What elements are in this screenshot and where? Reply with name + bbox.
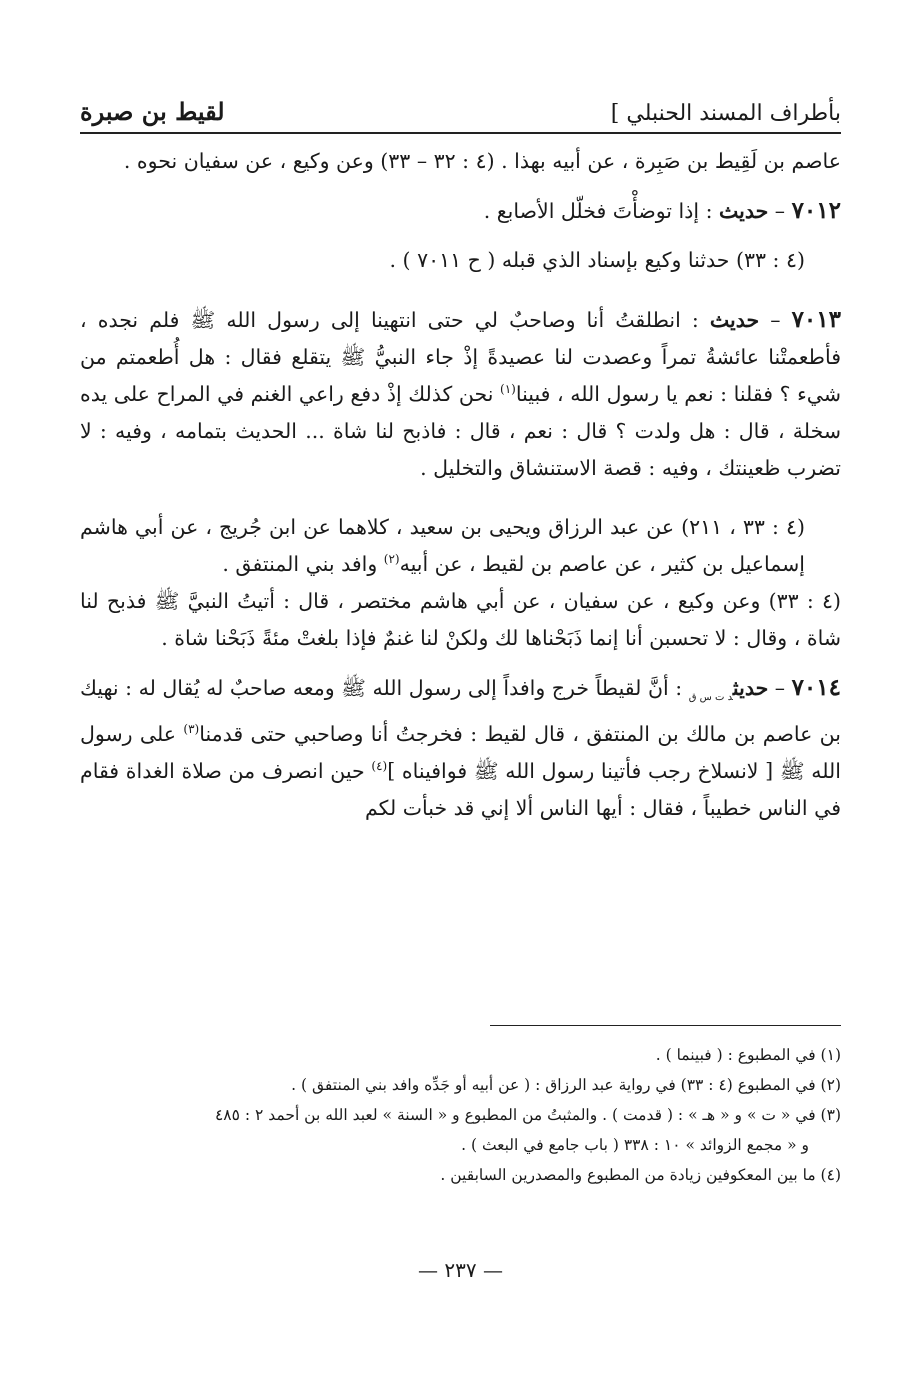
section-title: لقيط بن صبرة — [80, 97, 225, 126]
footnote-ref-3: (٣) — [183, 722, 200, 737]
hadith-text: حين انصرف من صلاة الغداة فقام في الناس خطيباً ، فقال : أيها الناس ألا إني قد خبأت لكم — [80, 759, 841, 821]
isnad-7013 — [80, 509, 841, 583]
hadith-7014 — [80, 669, 841, 827]
hadith-7013 — [80, 301, 841, 487]
book-title: بأطراف المسند الحنبلي ] — [610, 101, 841, 126]
hadith-label: حديث — [709, 308, 760, 332]
dash: – — [768, 676, 792, 700]
hadith-number: ٧٠١٣ — [791, 306, 841, 333]
isnad-7012: (٤ : ٣٣) حدثنا وكيع بإسناد الذي قبله ( ح ٧٠١١ ) . — [389, 248, 805, 272]
hadith-number: ٧٠١٤ — [791, 674, 841, 701]
hadith-text: على رسول الله ﷺ [ لانسلاخ رجب فأتينا رسول الله ﷺ فوافيناه ] — [80, 722, 842, 784]
hadith-text: : أنَّ لقيطاً خرج وافداً إلى رسول الله ﷺ ومعه صاحبٌ له يُقال له : نهيك بن عاصم بن مالك بن المنتفق ، قال لقيط : فخرجتُ أنا وصاحبي حتى قدمنا — [80, 676, 841, 747]
footnote-3: (٣) في « ت » و « هـ » : ( قدمت ) . والمثبتُ من المطبوع و « السنة » لعبد الله بن أحمد ٢ : ٤٨٥ — [214, 1106, 841, 1124]
page-number: — ٢٣٧ — — [418, 1258, 503, 1282]
footnote-ref-2: (٢) — [383, 552, 400, 567]
dash: – — [759, 308, 792, 332]
footnotes — [80, 1040, 841, 1190]
isnad-text: (٤ : ٣٣ ، ٢١١) عن عبد الرزاق ويحيى بن سعيد ، كلاهما عن ابن جُريج ، عن أبي هاشم إسماعيل بن كثير ، عن عاصم بن لقيط ، عن أبيه — [80, 515, 805, 576]
running-header — [80, 82, 841, 134]
hadith-text: : إذا توضأْتَ فخلّل الأصابع . — [483, 199, 719, 223]
main-text — [80, 143, 841, 827]
footnote-3-continuation: و « مجمع الزوائد » ١٠ : ٣٣٨ ( باب جامع في البعث ) . — [461, 1136, 809, 1154]
footnote-2: (٢) في المطبوع (٤ : ٣٣) في رواية عبد الرزاق : ( عن أبيه أو جَدِّه وافد بني المنتفق ) . — [291, 1076, 841, 1094]
isnad-7013-second: (٤ : ٣٣) وعن وكيع ، عن سفيان ، عن أبي هاشم مختصر ، قال : أتيتُ النبيَّ ﷺ فذبح لنا شاة ، وقال : لا تحسبن أنا إنما ذَبَحْناها لك ولكنْ لنا غنمٌ فإذا بلغتْ مئةً ذَبَحْنا شاة . — [80, 589, 841, 650]
hadith-7012 — [80, 192, 841, 230]
dash: – — [768, 199, 792, 223]
footnote-4: (٤) ما بين المعكوفين زيادة من المطبوع والمصدرين السابقين . — [440, 1166, 841, 1184]
footnote-ref-4: (٤) — [371, 759, 388, 774]
hadith-text: نحن كذلك إذْ دفع راعي الغنم في المراح على يده سخلة ، قال : هل ولدت ؟ قال : نعم ، قال : فاذبح لنا شاة ... الحديث بتمامه ، وفيه : لا تضرب ظعينتك ، وفيه : قصة الاستنشاق والتخليل . — [80, 382, 841, 480]
hadith-label: حديث — [732, 676, 769, 700]
hadith-label: حديث — [719, 199, 769, 223]
source-symbols: د ت س ق — [688, 692, 733, 704]
paragraph-continuation: عاصم بن لَقِيط بن صَبِرة ، عن أبيه بهذا . (٤ : ٣٢ – ٣٣) وعن وكيع ، عن سفيان نحوه . — [123, 149, 841, 173]
footnote-ref-1: (١) — [500, 382, 516, 397]
isnad-text: وافد بني المنتفق . — [222, 552, 384, 576]
footnote-divider — [490, 1025, 841, 1026]
footnote-1: (١) في المطبوع : ( فبينما ) . — [655, 1046, 841, 1064]
hadith-number: ٧٠١٢ — [791, 197, 841, 224]
hadith-text: : انطلقتُ أنا وصاحبٌ لي حتى انتهينا إلى رسول الله ﷺ فلم نجده ، فأطعمتْنا عائشةُ تمراً وعصدت لنا عصيدةً إذْ جاء النبيُّ ﷺ يتقلع فقال : هل أُطعمتم من شيء ؟ فقلنا : نعم يا رسول الله ، فبينا — [80, 308, 841, 406]
